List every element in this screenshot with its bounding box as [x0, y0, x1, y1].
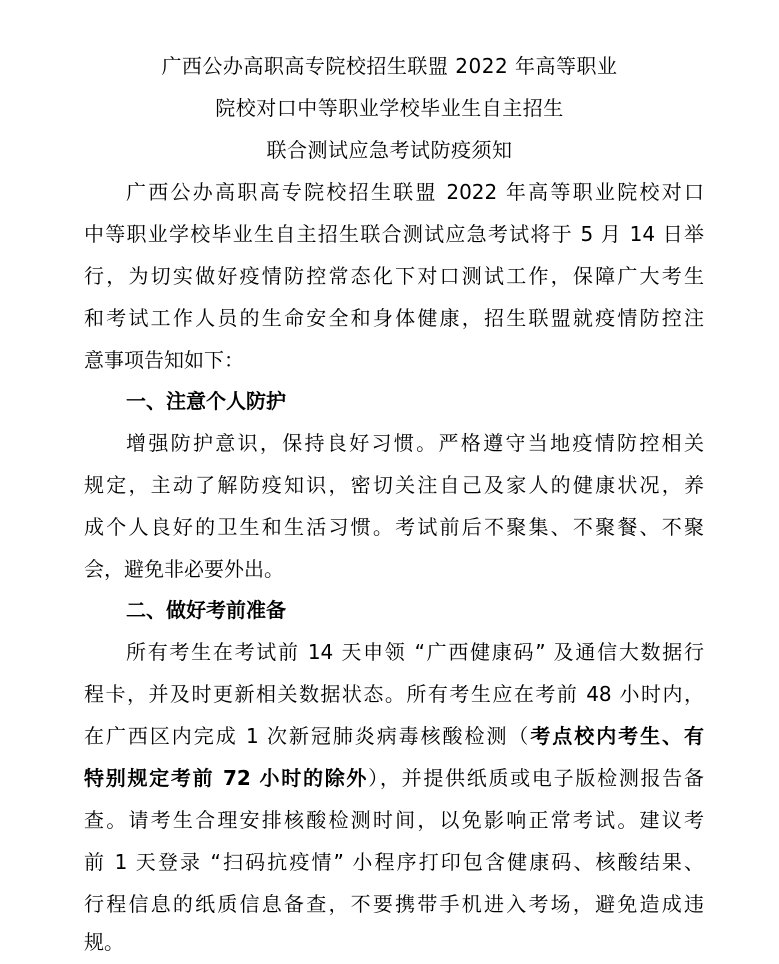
intro-line-1: 广西公办高职高专院校招生联盟 2022 年高等职业院校对口	[126, 180, 704, 204]
section2-line-8: 规。	[84, 930, 124, 954]
section2-line-3-bold: 考点校内考生、有	[530, 724, 704, 748]
section1-line-4: 会，避免非必要外出。	[84, 557, 284, 581]
section1-heading: 一、注意个人防护	[126, 389, 286, 413]
section2-line-7: 行程信息的纸质信息备查，不要携带手机进入考场，避免造成违	[84, 892, 704, 916]
section2-line-4-normal: ），并提供纸质或电子版检测报告备	[368, 766, 704, 790]
section2-line-4-bold: 特别规定考前 72 小时的除外	[84, 766, 369, 790]
section2-line-3-normal: 在广西区内完成 1 次新冠肺炎病毒核酸检测（	[84, 724, 531, 748]
section2-line-3	[84, 721, 704, 751]
section1-line-3: 成个人良好的卫生和生活习惯。考试前后不聚集、不聚餐、不聚	[84, 515, 704, 539]
section2-line-1: 所有考生在考试前 14 天申领 “广西健康码” 及通信大数据行	[126, 640, 704, 664]
intro-line-3: 行，为切实做好疫情防控常态化下对口测试工作，保障广大考生	[84, 264, 704, 288]
doc-title-line-2: 院校对口中等职业学校毕业生自主招生	[215, 96, 564, 120]
doc-title-line-1: 广西公办高职高专院校招生联盟 2022 年高等职业	[161, 54, 618, 78]
doc-title-line-3: 联合测试应急考试防疫须知	[266, 138, 513, 162]
intro-line-2: 中等职业学校毕业生自主招生联合测试应急考试将于 5 月 14 日举	[84, 222, 704, 246]
section2-line-6: 前 1 天登录 “扫码抗疫情” 小程序打印包含健康码、核酸结果、	[84, 850, 704, 874]
intro-line-4: 和考试工作人员的生命安全和身体健康，招生联盟就疫情防控注	[84, 306, 704, 330]
section2-line-5: 查。请考生合理安排核酸检测时间，以免影响正常考试。建议考	[84, 808, 704, 832]
section1-line-2: 规定，主动了解防疫知识，密切关注自己及家人的健康状况，养	[84, 473, 704, 497]
section2-line-2: 程卡，并及时更新相关数据状态。所有考生应在考前 48 小时内，	[84, 682, 704, 706]
intro-line-5: 意事项告知如下：	[84, 348, 244, 372]
section1-line-1: 增强防护意识，保持良好习惯。严格遵守当地疫情防控相关	[126, 431, 704, 455]
section2-heading: 二、做好考前准备	[126, 598, 286, 622]
section2-line-4	[84, 763, 704, 793]
